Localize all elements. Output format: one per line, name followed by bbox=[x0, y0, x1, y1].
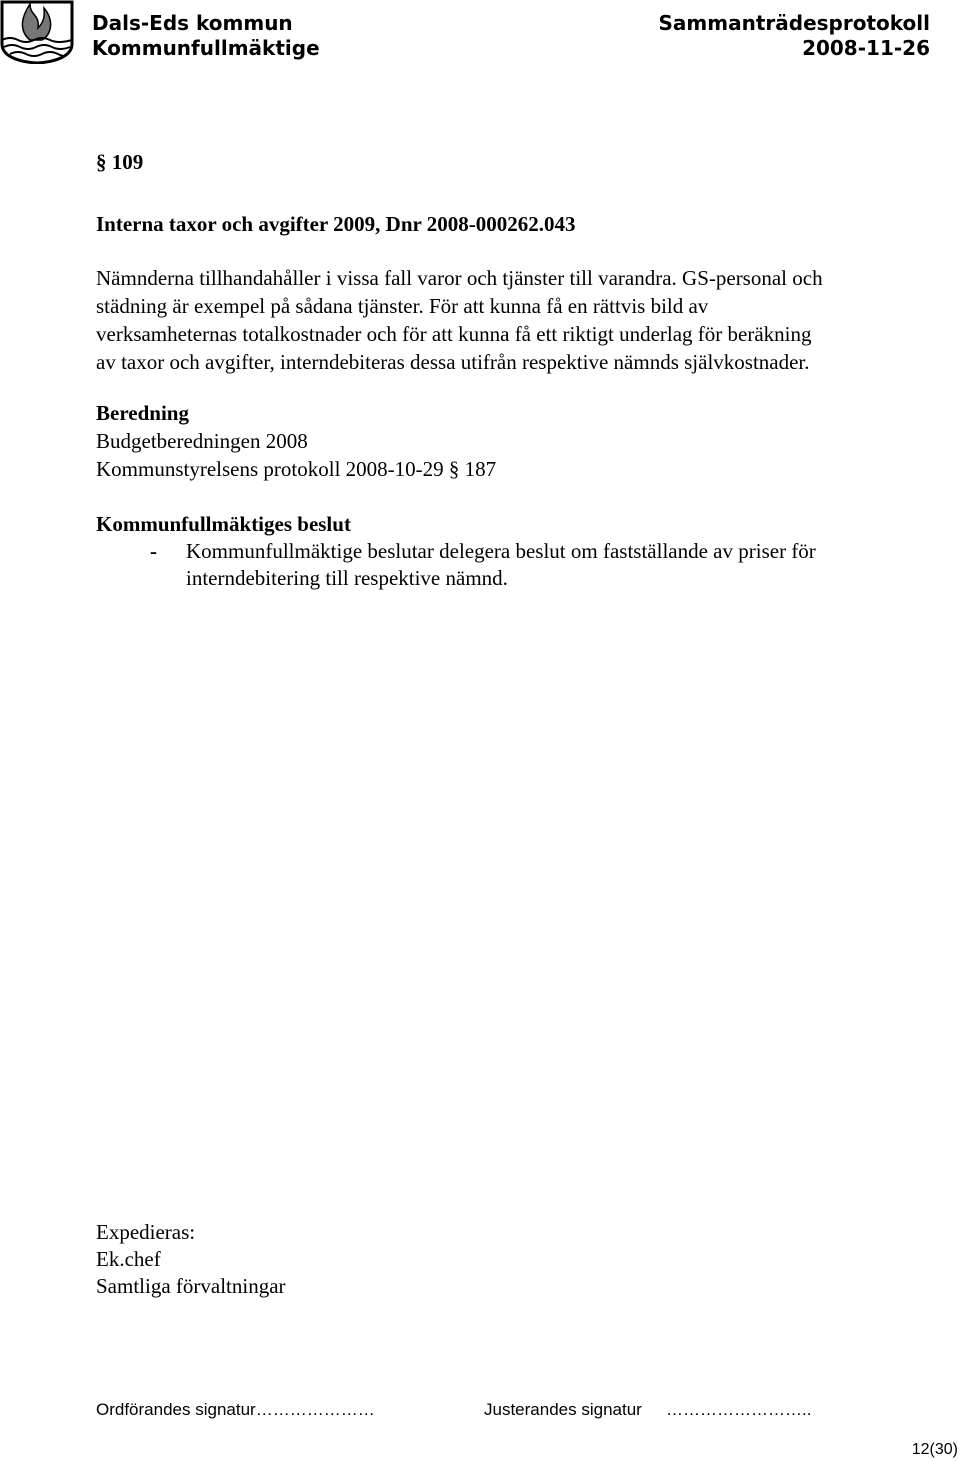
paragraph-line: av taxor och avgifter, interndebiteras dessa utifrån respektive nämnds självkostnader. bbox=[96, 350, 810, 374]
expedieras-item: Ek.chef bbox=[96, 1247, 161, 1271]
header-doc-type: Sammanträdesprotokoll bbox=[658, 11, 930, 35]
paragraph-line: verksamheternas totalkostnader och för att kunna få ett riktigt underlag för beräkning bbox=[96, 322, 812, 346]
expedieras-item: Samtliga förvaltningar bbox=[96, 1274, 286, 1298]
beredning-heading: Beredning bbox=[96, 401, 189, 425]
header-org: Dals-Eds kommun bbox=[92, 11, 293, 35]
page-number: 12(30) bbox=[911, 1441, 958, 1458]
expedieras-heading: Expedieras: bbox=[96, 1220, 196, 1244]
chair-signature: Ordförandes signatur………………… bbox=[96, 1400, 375, 1419]
beredning-item: Budgetberedningen 2008 bbox=[96, 429, 308, 453]
adjuster-signature: Justerandes signatur bbox=[484, 1400, 642, 1419]
beslut-heading: Kommunfullmäktiges beslut bbox=[96, 512, 351, 536]
adjuster-signature-line: …………………….. bbox=[666, 1400, 812, 1419]
header-date: 2008-11-26 bbox=[802, 36, 930, 60]
beredning-item: Kommunstyrelsens protokoll 2008-10-29 § 187 bbox=[96, 457, 497, 481]
beslut-line: interndebitering till respektive nämnd. bbox=[186, 566, 508, 590]
beslut-line: Kommunfullmäktige beslutar delegera beslut om fastställande av priser för bbox=[186, 539, 816, 563]
beslut-bullet: - bbox=[150, 539, 157, 563]
paragraph-line: städning är exempel på sådana tjänster. För att kunna få en rättvis bild av bbox=[96, 294, 709, 318]
municipality-logo bbox=[0, 0, 74, 64]
section-title: Interna taxor och avgifter 2009, Dnr 2008-000262.043 bbox=[96, 212, 576, 236]
header-body: Kommunfullmäktige bbox=[92, 36, 320, 60]
section-paragraph bbox=[96, 264, 823, 376]
paragraph-line: Nämnderna tillhandahåller i vissa fall varor och tjänster till varandra. GS-personal och bbox=[96, 266, 823, 290]
section-number: § 109 bbox=[96, 150, 144, 174]
